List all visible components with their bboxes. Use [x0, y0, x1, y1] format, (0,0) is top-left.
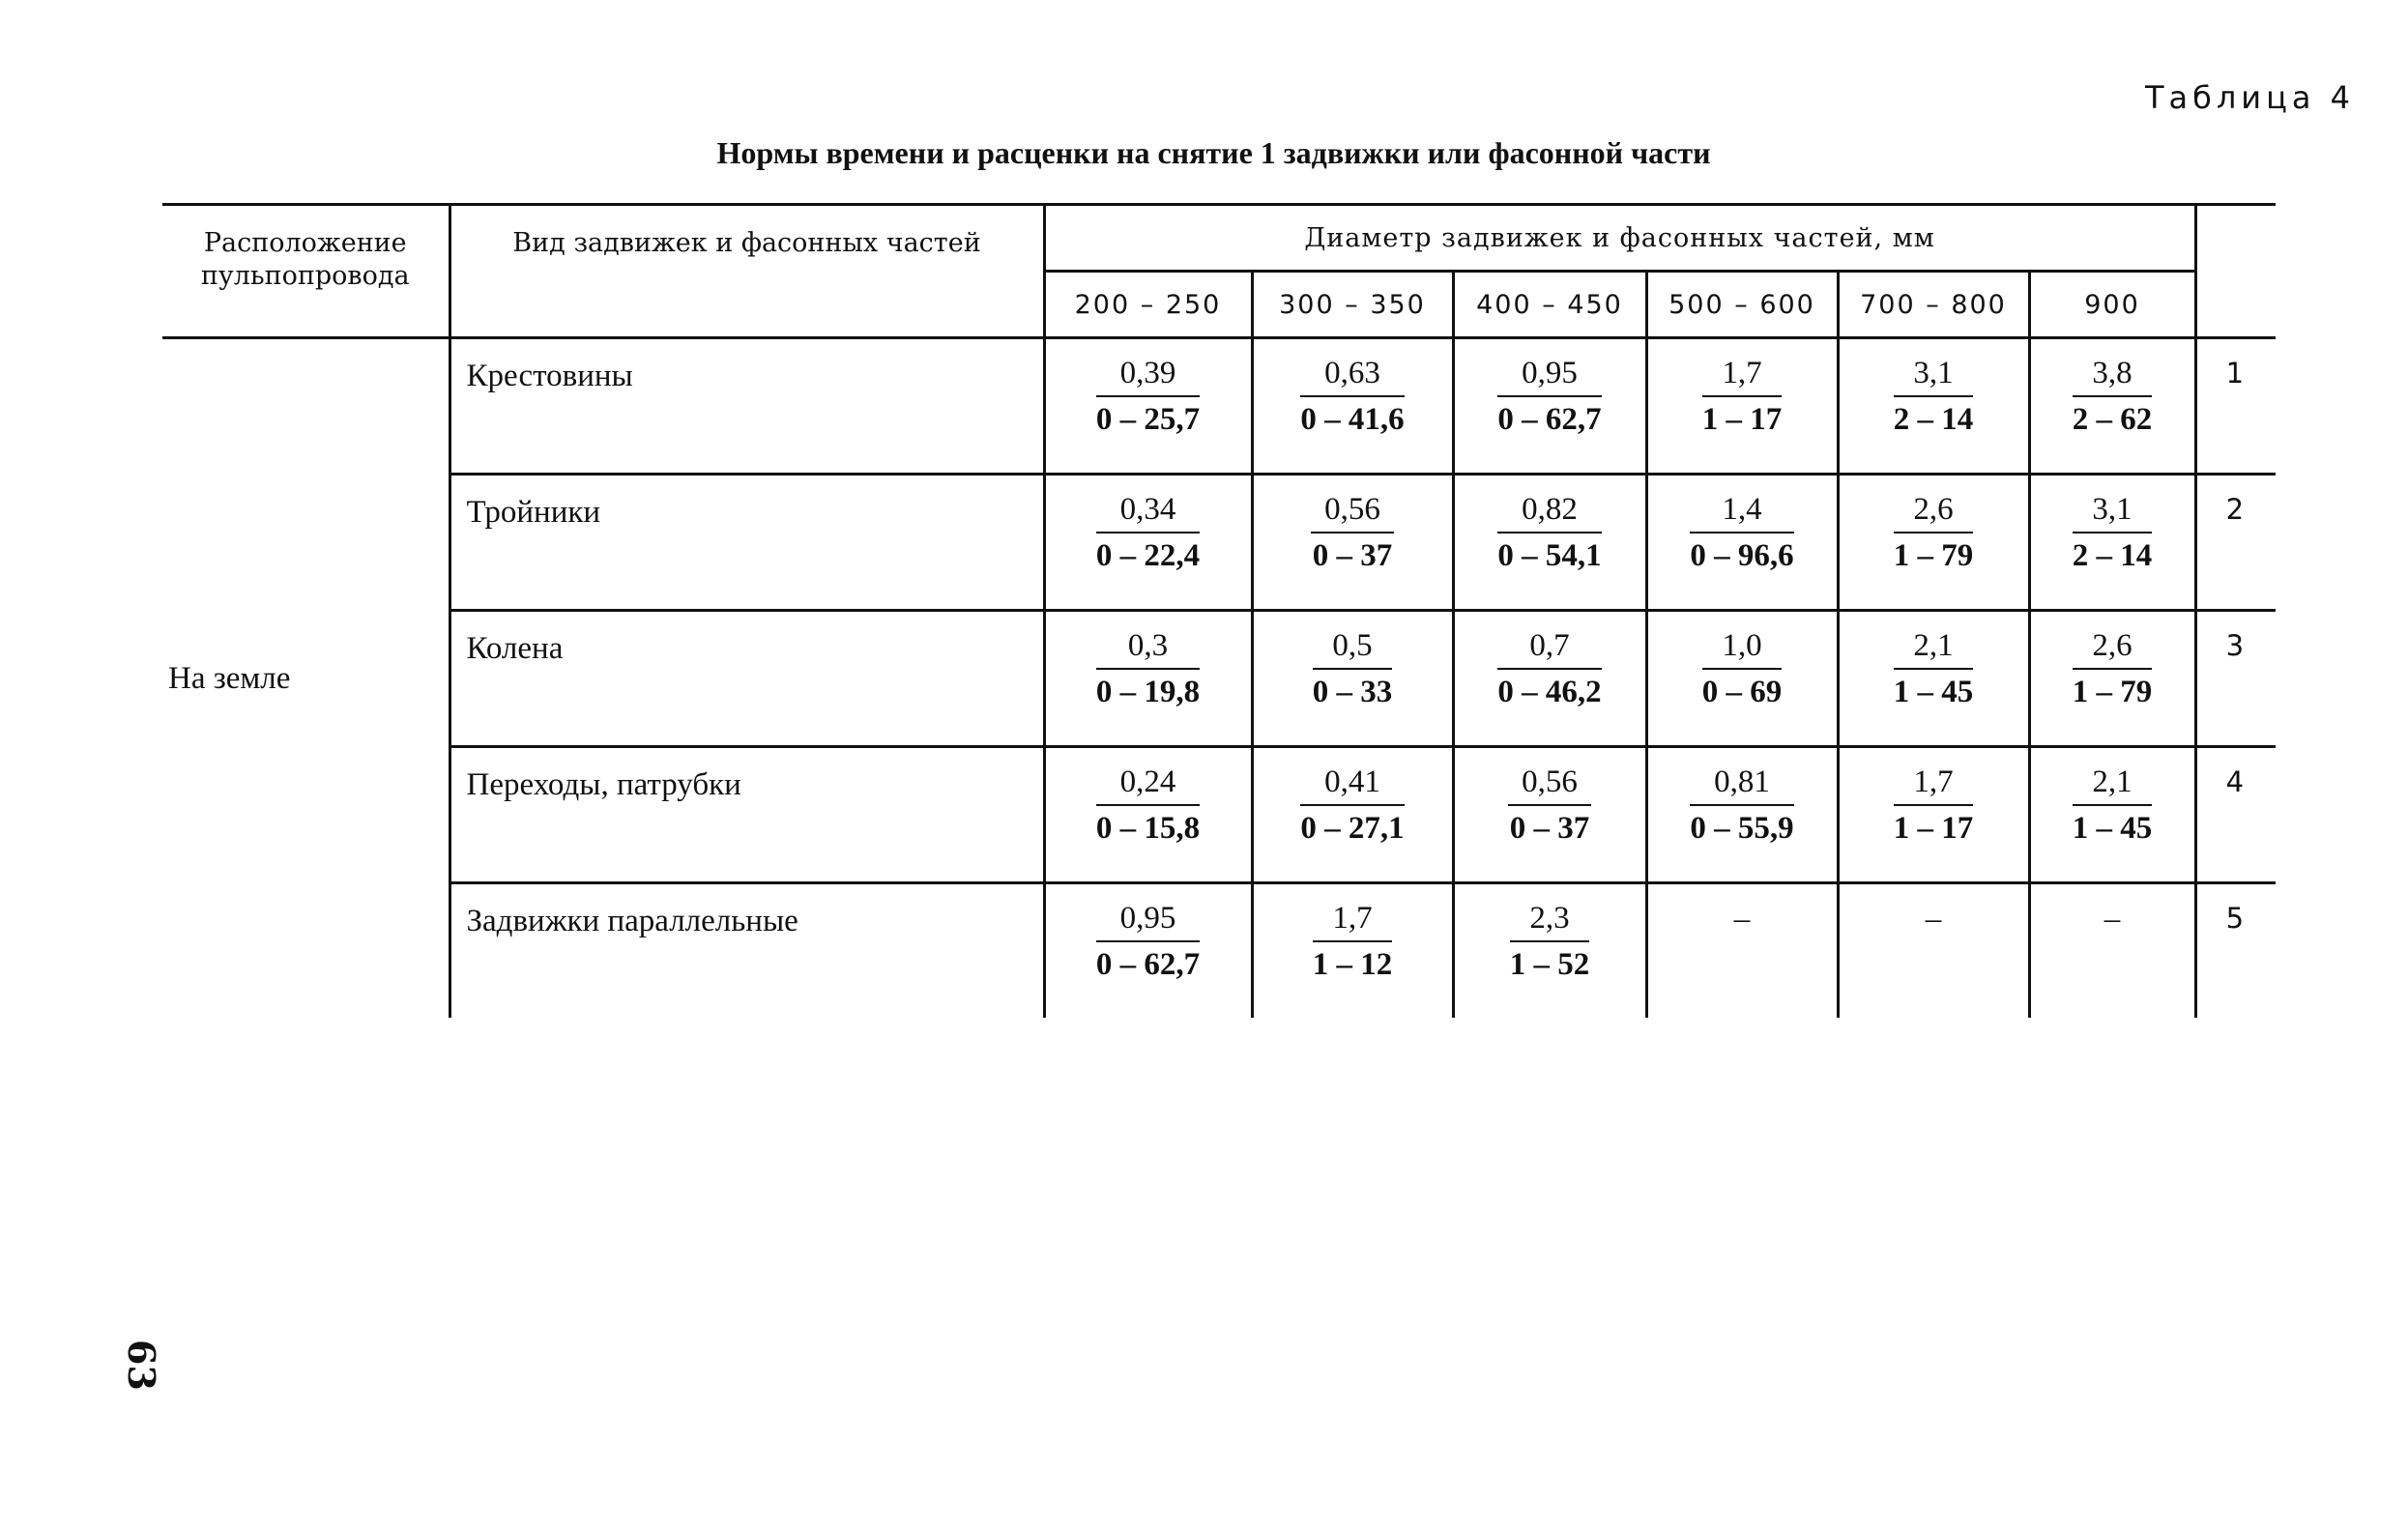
value-cell: [1646, 338, 1838, 475]
price-value: 0 – 25,7: [1095, 402, 1201, 437]
header-range-6: 900: [2029, 272, 2195, 338]
value-cell: [1453, 611, 1646, 747]
time-norm: 1,7: [1894, 764, 1974, 806]
value-cell: [1252, 338, 1453, 475]
value-cell: [1838, 338, 2029, 475]
kind-cell: Крестовины: [450, 338, 1044, 475]
value-cell: [1252, 611, 1453, 747]
table-row: [162, 611, 2276, 747]
price-value: 0 – 54,1: [1497, 538, 1602, 573]
price-value: 2 – 62: [2072, 402, 2153, 437]
header-range-5: 700 – 800: [1838, 272, 2029, 338]
time-norm: 1,0: [1702, 627, 1783, 670]
time-norm: 0,56: [1311, 491, 1394, 533]
table-row: [162, 747, 2276, 883]
price-value: 0 – 37: [1509, 811, 1590, 846]
value-cell: [1453, 475, 1646, 611]
empty-dash: –: [2103, 902, 2121, 937]
value-cell: [1252, 883, 1453, 1019]
kind-cell: Переходы, патрубки: [450, 747, 1044, 883]
price-value: 0 – 96,6: [1690, 538, 1794, 573]
price-value: 0 – 33: [1312, 675, 1393, 709]
table-row: [162, 338, 2276, 475]
time-norm: 0,82: [1497, 491, 1601, 533]
table-body: [162, 338, 2276, 1019]
time-norm: 3,8: [2073, 355, 2153, 397]
header-diameter: Диаметр задвижек и фасонных частей, мм: [1044, 205, 2195, 272]
value-cell: [1044, 475, 1252, 611]
price-value: 1 – 17: [1701, 402, 1783, 437]
page-number: 63: [119, 1340, 163, 1391]
price-value: 2 – 14: [1893, 402, 1974, 437]
value-cell: [1646, 611, 1838, 747]
header-rownum: [2195, 205, 2276, 338]
price-value: 0 – 69: [1701, 675, 1783, 709]
price-value: 1 – 12: [1312, 947, 1393, 982]
row-number: 2: [2195, 475, 2276, 611]
time-norm: 1,7: [1702, 355, 1783, 397]
price-value: 0 – 62,7: [1095, 947, 1201, 982]
price-value: 0 – 15,8: [1095, 811, 1201, 846]
time-norm: 0,81: [1690, 764, 1793, 806]
price-value: 1 – 79: [2072, 675, 2153, 709]
value-cell: [1453, 747, 1646, 883]
time-norm: 2,1: [2073, 764, 2153, 806]
kind-cell: Задвижки параллельные: [450, 883, 1044, 1019]
header-range-3: 400 – 450: [1453, 272, 1646, 338]
time-norm: 0,7: [1497, 627, 1601, 670]
time-norm: 0,34: [1096, 491, 1200, 533]
kind-cell: Тройники: [450, 475, 1044, 611]
price-value: 0 – 27,1: [1300, 811, 1405, 846]
value-cell: [1044, 611, 1252, 747]
value-cell: [1646, 747, 1838, 883]
table-row: [162, 475, 2276, 611]
time-norm: 0,24: [1096, 764, 1200, 806]
value-cell: [1838, 611, 2029, 747]
row-number: 4: [2195, 747, 2276, 883]
norms-table: [162, 203, 2276, 1018]
value-cell: [1838, 883, 2029, 1019]
price-value: 2 – 14: [2072, 538, 2153, 573]
header-kind: Вид задвижек и фасонных частей: [450, 205, 1044, 338]
price-value: 0 – 62,7: [1497, 402, 1602, 437]
value-cell: [2029, 475, 2195, 611]
value-cell: [2029, 747, 2195, 883]
price-value: 0 – 19,8: [1095, 675, 1201, 709]
table-row: [162, 883, 2276, 1019]
row-number: 5: [2225, 902, 2245, 935]
value-cell: [2029, 338, 2195, 475]
value-cell: [1646, 475, 1838, 611]
value-cell: [1453, 338, 1646, 475]
value-cell: [2029, 611, 2195, 747]
price-value: 1 – 45: [1893, 675, 1974, 709]
header-range-1: 200 – 250: [1044, 272, 1252, 338]
price-value: 0 – 46,2: [1497, 675, 1602, 709]
value-cell: [1044, 747, 1252, 883]
price-value: 1 – 45: [2072, 811, 2153, 846]
value-cell: [1838, 475, 2029, 611]
value-cell: [1646, 883, 1838, 1019]
time-norm: 0,95: [1096, 900, 1200, 942]
price-value: 1 – 52: [1509, 947, 1590, 982]
table-title: Нормы времени и расценки на снятие 1 задвижки или фасонной части: [716, 135, 1711, 170]
value-cell: [1252, 475, 1453, 611]
table-label: Таблица 4: [2144, 79, 2355, 116]
time-norm: 0,41: [1300, 764, 1404, 806]
value-cell: [1044, 338, 1252, 475]
time-norm: 0,95: [1497, 355, 1601, 397]
location-cell: На земле: [168, 660, 291, 696]
header-location: Расположение пульпопровода: [162, 205, 450, 338]
empty-dash: –: [1925, 902, 1942, 937]
price-value: 0 – 22,4: [1095, 538, 1201, 573]
price-value: 0 – 37: [1312, 538, 1393, 573]
row-number: 1: [2195, 338, 2276, 475]
price-value: 0 – 41,6: [1300, 402, 1405, 437]
time-norm: 0,5: [1313, 627, 1393, 670]
time-norm: 2,6: [1894, 491, 1974, 533]
time-norm: 2,1: [1894, 627, 1974, 670]
time-norm: 1,7: [1313, 900, 1393, 942]
value-cell: [1044, 883, 1252, 1019]
empty-dash: –: [1733, 902, 1751, 937]
time-norm: 3,1: [2073, 491, 2153, 533]
time-norm: 0,63: [1300, 355, 1404, 397]
value-cell: [1453, 883, 1646, 1019]
kind-cell: Колена: [450, 611, 1044, 747]
value-cell: [1252, 747, 1453, 883]
header-range-2: 300 – 350: [1252, 272, 1453, 338]
row-number: 3: [2195, 611, 2276, 747]
price-value: 1 – 17: [1893, 811, 1974, 846]
time-norm: 0,39: [1096, 355, 1200, 397]
time-norm: 3,1: [1894, 355, 1974, 397]
time-norm: 1,4: [1690, 491, 1793, 533]
time-norm: 2,3: [1510, 900, 1590, 942]
header-range-4: 500 – 600: [1646, 272, 1838, 338]
price-value: 0 – 55,9: [1690, 811, 1794, 846]
time-norm: 0,56: [1508, 764, 1591, 806]
time-norm: 0,3: [1096, 627, 1200, 670]
value-cell: [1838, 747, 2029, 883]
value-cell: [2029, 883, 2195, 1019]
time-norm: 2,6: [2073, 627, 2153, 670]
price-value: 1 – 79: [1893, 538, 1974, 573]
